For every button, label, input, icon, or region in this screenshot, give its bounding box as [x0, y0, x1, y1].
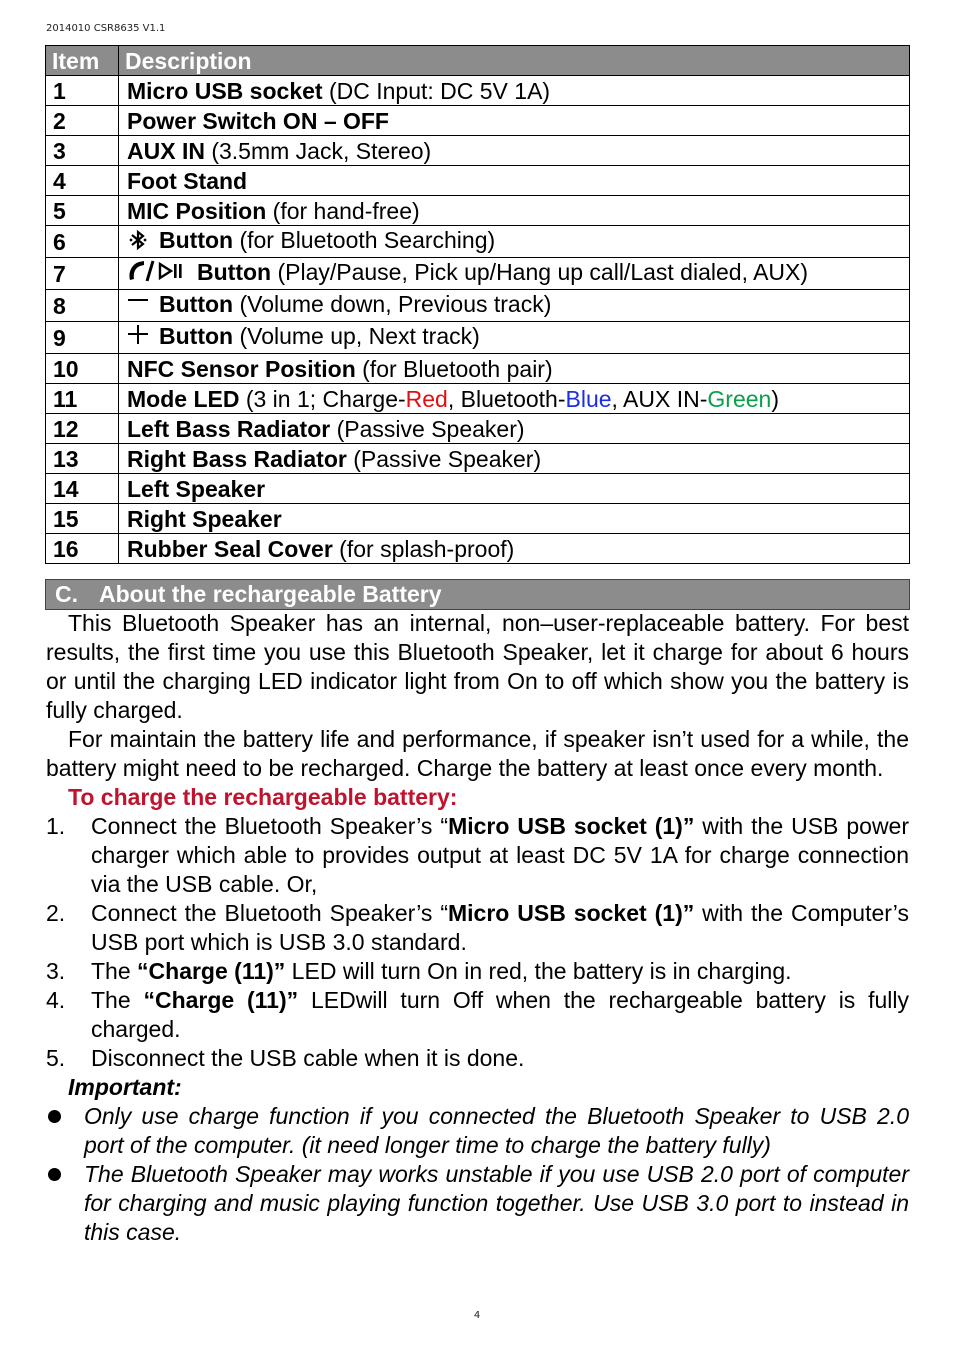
step-text: with the Computer’s USB port which is USB 3.0 standard. — [91, 900, 909, 955]
table-header-row — [46, 46, 910, 76]
item-number: 8 — [46, 290, 119, 322]
table-row — [46, 474, 910, 504]
important-label: Important: — [68, 1074, 182, 1100]
table-row — [46, 414, 910, 444]
item-name: Left Bass Radiator — [127, 415, 331, 442]
step-number: 3. — [46, 958, 66, 984]
list-item — [46, 1102, 909, 1160]
item-detail: (Play/Pause, Pick up/Hang up call/Last dialed, AUX) — [271, 259, 809, 285]
item-detail: (Passive Speaker) — [330, 415, 525, 442]
step-number: 2. — [46, 900, 66, 926]
note-text: The Bluetooth Speaker may works unstable if you use USB 2.0 port of computer for charging and music playing function together. Use USB 3.0 port to instead in this case. — [84, 1161, 909, 1245]
item-description — [119, 258, 910, 290]
step-text: LED will turn On in red, the battery is in charging. — [285, 958, 792, 984]
list-item — [46, 1160, 909, 1247]
list-item — [46, 1044, 909, 1073]
step-emphasis: “Charge (11)” — [137, 958, 286, 984]
step-text: The — [91, 958, 138, 984]
paragraph: For maintain the battery life and performance, if speaker isn’t used for a while, the battery might need to be recharged. Charge the battery at least once every month. — [46, 726, 909, 781]
step-text: LEDwill turn Off when the rechargeable battery is fully charged. — [91, 987, 910, 1042]
item-number: 1 — [46, 76, 119, 106]
table-row — [46, 106, 910, 136]
item-name: Right Speaker — [127, 505, 282, 532]
list-item — [46, 957, 909, 986]
step-text: Disconnect the USB cable when it is done. — [91, 1045, 525, 1071]
step-text: Connect the Bluetooth Speaker’s “ — [91, 900, 448, 926]
plus-icon — [127, 325, 149, 353]
item-name: NFC Sensor Position — [127, 355, 356, 382]
item-name: Right Bass Radiator — [127, 445, 347, 472]
table-row — [46, 290, 910, 322]
step-emphasis: “Charge (11)” — [143, 987, 299, 1013]
bullet-icon — [48, 1168, 61, 1181]
item-description — [119, 290, 910, 322]
charging-steps — [46, 812, 909, 1073]
parts-table — [45, 45, 910, 564]
bluetooth-icon — [127, 229, 149, 257]
table-row — [46, 136, 910, 166]
step-emphasis: Micro USB socket (1)” — [448, 900, 695, 926]
item-description — [119, 166, 910, 196]
item-number: 3 — [46, 136, 119, 166]
column-header-description: Description — [119, 46, 910, 76]
table-row — [46, 354, 910, 384]
item-number: 10 — [46, 354, 119, 384]
item-description — [119, 322, 910, 354]
led-color-blue: Blue — [565, 385, 612, 412]
item-description — [119, 414, 910, 444]
item-description — [119, 136, 910, 166]
table-row — [46, 76, 910, 106]
item-detail: , Bluetooth- — [447, 385, 566, 412]
table-row — [46, 504, 910, 534]
item-name: Micro USB socket — [127, 77, 323, 104]
list-item — [46, 986, 909, 1044]
item-detail: (Volume up, Next track) — [233, 323, 480, 349]
item-description — [119, 474, 910, 504]
item-number: 12 — [46, 414, 119, 444]
note-text: Only use charge function if you connected the Bluetooth Speaker to USB 2.0 port of the computer. (it need longer time to charge the battery fully) — [84, 1103, 909, 1158]
item-detail: (Volume down, Previous track) — [233, 291, 552, 317]
section-body — [46, 609, 909, 1247]
item-description — [119, 534, 910, 564]
item-number: 6 — [46, 226, 119, 258]
item-detail: (for Bluetooth Searching) — [233, 227, 496, 253]
item-number: 13 — [46, 444, 119, 474]
paragraph: This Bluetooth Speaker has an internal, non–user-replaceable battery. For best results, the first time you use this Bluetooth Speaker, let it charge for about 6 hours or until the charging LED indicator light from On to off which show you the battery is fully charged. — [46, 610, 909, 723]
led-color-red: Red — [405, 385, 448, 412]
item-description — [119, 226, 910, 258]
item-description — [119, 384, 910, 414]
document-id: 2014010 CSR8635 V1.1 — [46, 23, 166, 34]
item-name: Button — [159, 227, 234, 253]
table-row — [46, 322, 910, 354]
item-name: Mode LED — [127, 385, 240, 412]
item-description — [119, 196, 910, 226]
item-detail: ) — [771, 385, 780, 412]
table-row — [46, 166, 910, 196]
minus-icon — [127, 293, 149, 321]
item-name: AUX IN — [127, 137, 205, 164]
item-description — [119, 354, 910, 384]
list-item — [46, 812, 909, 899]
list-item — [46, 899, 909, 957]
section-heading — [45, 579, 910, 610]
step-text: The — [91, 987, 144, 1013]
item-description — [119, 504, 910, 534]
item-detail: , AUX IN- — [611, 385, 708, 412]
item-name: Button — [159, 323, 234, 349]
table-row — [46, 534, 910, 564]
column-header-item: Item — [46, 46, 119, 76]
step-number: 5. — [46, 1045, 66, 1071]
section-letter: C. — [55, 581, 78, 607]
table-row — [46, 226, 910, 258]
item-number: 4 — [46, 166, 119, 196]
step-emphasis: Micro USB socket (1)” — [448, 813, 695, 839]
table-row — [46, 196, 910, 226]
table-row — [46, 444, 910, 474]
step-number: 1. — [46, 813, 66, 839]
page-number: 4 — [473, 1310, 481, 1321]
item-detail: (3 in 1; Charge- — [239, 385, 406, 412]
section-title: About the rechargeable Battery — [99, 581, 442, 607]
item-description — [119, 106, 910, 136]
led-color-green: Green — [707, 385, 772, 412]
item-detail: (3.5mm Jack, Stereo) — [204, 137, 432, 164]
item-number: 9 — [46, 322, 119, 354]
item-detail: (for Bluetooth pair) — [355, 355, 553, 382]
step-text: Connect the Bluetooth Speaker’s “ — [91, 813, 449, 839]
item-description — [119, 76, 910, 106]
item-detail: (for splash-proof) — [332, 535, 515, 562]
item-number: 2 — [46, 106, 119, 136]
step-text: with the USB power charger which able to provides output at least DC 5V 1A for charge connection via the USB cable. Or, — [91, 813, 910, 897]
item-name: MIC Position — [127, 197, 267, 224]
item-name: Rubber Seal Cover — [127, 535, 333, 562]
item-name: Foot Stand — [127, 167, 248, 194]
item-number: 16 — [46, 534, 119, 564]
item-detail: (DC Input: DC 5V 1A) — [322, 77, 551, 104]
step-number: 4. — [46, 987, 66, 1013]
charging-subheading: To charge the rechargeable battery: — [68, 784, 458, 810]
item-number: 15 — [46, 504, 119, 534]
item-number: 5 — [46, 196, 119, 226]
item-name: Button — [159, 291, 234, 317]
item-name: Left Speaker — [127, 475, 266, 502]
item-number: 14 — [46, 474, 119, 504]
phone-play-pause-icon — [127, 259, 187, 289]
important-notes — [46, 1102, 909, 1247]
item-name: Power Switch ON – OFF — [127, 107, 389, 134]
item-detail: (for hand-free) — [266, 197, 420, 224]
item-name: Button — [197, 259, 272, 285]
item-number: 11 — [46, 384, 119, 414]
table-row — [46, 258, 910, 290]
item-detail: (Passive Speaker) — [346, 445, 542, 472]
item-number: 7 — [46, 258, 119, 290]
bullet-icon — [48, 1110, 61, 1123]
item-description — [119, 444, 910, 474]
table-row — [46, 384, 910, 414]
